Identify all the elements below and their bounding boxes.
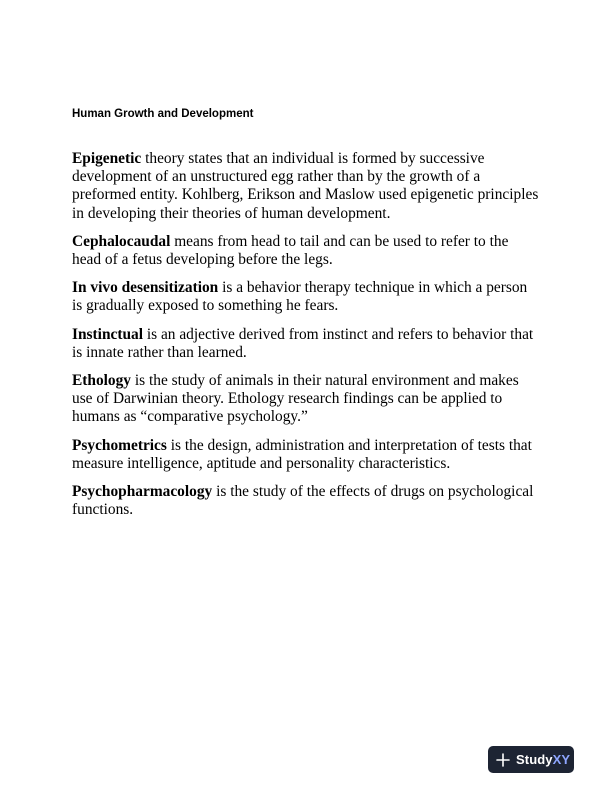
definition-ethology: is the study of animals in their natural environment and makes use of Darwinian theory. Ethology research findings can be applied to humans as “comparative psychology.”	[72, 372, 519, 426]
document-body	[72, 150, 540, 529]
definition-psychopharmacology: is the study of the effects of drugs on psychological functions.	[72, 483, 534, 519]
brand-suffix: XY	[552, 752, 571, 767]
term-instinctual: Instinctual	[72, 325, 143, 343]
definition-epigenetic: theory states that an individual is formed by successive development of an unstructured egg rather than by the growth of a preformed entity. Kohlberg, Erikson and Maslow used epigenetic principles in developing their theories of human development.	[72, 150, 539, 222]
paragraph-in-vivo-desensitization	[72, 279, 540, 315]
definition-instinctual: is an adjective derived from instinct and refers to behavior that is innate rather than learned.	[72, 325, 534, 361]
term-in-vivo-desensitization: In vivo desensitization	[72, 279, 219, 297]
term-ethology: Ethology	[72, 372, 132, 390]
paragraph-ethology	[72, 372, 540, 427]
paragraph-psychometrics	[72, 437, 540, 473]
paragraph-cephalocaudal	[72, 233, 540, 269]
term-psychometrics: Psychometrics	[72, 436, 167, 454]
plus-sparkle-icon	[496, 753, 510, 767]
term-epigenetic: Epigenetic	[72, 150, 142, 167]
document-title: Human Growth and Development	[72, 108, 254, 120]
paragraph-instinctual	[72, 326, 540, 362]
definition-psychometrics: is the design, administration and interpretation of tests that measure intelligence, aptitude and personality characteristics.	[72, 436, 532, 472]
brand-prefix: Study	[516, 752, 553, 767]
definition-in-vivo-desensitization: is a behavior therapy technique in which a person is gradually exposed to something he fears.	[72, 279, 528, 315]
definition-cephalocaudal: means from head to tail and can be used to refer to the head of a fetus developing before the legs.	[72, 232, 509, 269]
studyxy-badge[interactable]	[488, 746, 574, 773]
term-psychopharmacology: Psychopharmacology	[72, 483, 213, 501]
studyxy-logo-text	[516, 752, 570, 767]
term-cephalocaudal: Cephalocaudal	[72, 232, 171, 250]
paragraph-psychopharmacology	[72, 483, 540, 519]
paragraph-epigenetic	[72, 150, 540, 223]
